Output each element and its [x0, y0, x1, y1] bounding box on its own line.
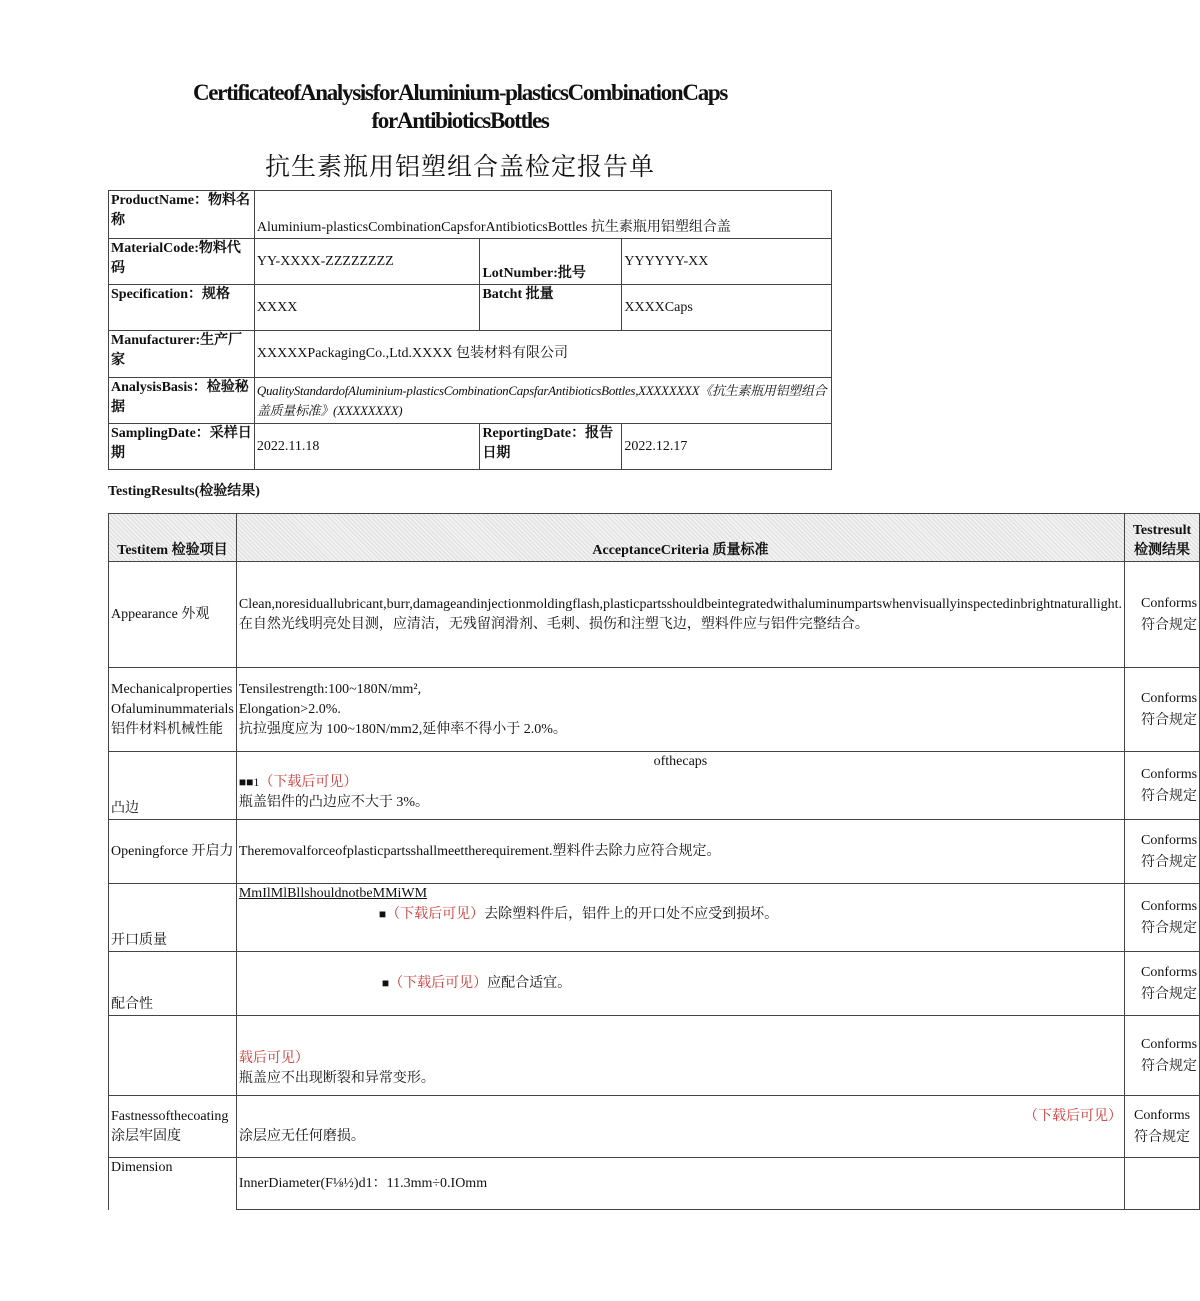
criteria-en: Tensilestrength:100~180N/mm², — [238, 681, 422, 697]
criteria-cn: 抗拉强度应为 100~180N/mm2,延伸率不得小于 2.0%。 — [238, 721, 567, 737]
results-table — [108, 513, 1200, 1210]
row-item: Openingforce 开启力 — [109, 820, 237, 884]
spec-label: Specification：规格 — [109, 285, 255, 331]
row-item: Appearance 外观 — [109, 562, 237, 668]
criteria-en: Theremovalforceofplasticpartsshallmeettherequirement.塑料件去除力应符合规定。 — [236, 820, 1124, 884]
criteria-cn: 瓶盖应不出现断裂和异常变形。 — [238, 1071, 435, 1086]
sampling-value: 2022.11.18 — [254, 424, 480, 470]
criteria-top: MmIlMlBllshouldnotbeMMiWM — [238, 886, 428, 901]
batch-label: Batcht 批量 — [480, 285, 622, 331]
criteria-en: InnerDiameter(F⅛½)d1：11.3mm÷0.IOmm — [236, 1158, 1124, 1210]
table-row — [109, 1016, 1200, 1096]
basis-label: AnalysisBasis：检验秘据 — [109, 378, 255, 424]
material-label: MaterialCode:物料代码 — [109, 239, 255, 285]
table-row — [109, 884, 1200, 952]
row-result: Conforms 符合规定 — [1125, 668, 1200, 752]
title-en-line2: forAntibioticsBottles — [371, 108, 549, 133]
header-criteria: AcceptanceCriteria 质量标准 — [236, 514, 1124, 562]
row-result: Conforms 符合规定 — [1125, 952, 1200, 1016]
criteria-cn: 在自然光线明亮处目测，应清洁，无残留润滑剂、毛刺、损伤和注塑飞边，塑料件应与铝件完整结合。 — [238, 616, 869, 632]
lot-label: LotNumber:批号 — [480, 239, 622, 285]
material-value: YY-XXXX-ZZZZZZZZ — [254, 239, 480, 285]
criteria-en: Clean,noresiduallubricant,burr,damageandinjectionmoldingflash,plasticpartsshouldbeintegratedwithaluminumpartswhenvisuallyinspectedinbrightnaturallight. — [238, 596, 1123, 612]
table-row — [109, 952, 1200, 1016]
criteria-hidden-note: 载后可见） — [238, 1051, 309, 1066]
criteria-en-2: Elongation>2.0%. — [238, 701, 341, 717]
table-row — [109, 668, 1200, 752]
criteria-cn: 去除塑料件后，铝件上的开口处不应受到损坏。 — [484, 907, 779, 922]
reporting-label: ReportingDate：报告日期 — [480, 424, 622, 470]
row-result: Conforms 符合规定 — [1125, 884, 1200, 952]
criteria-cn: 瓶盖铝件的凸边应不大于 3%。 — [238, 795, 430, 810]
row-item — [109, 1016, 237, 1096]
title-en-line1: CertificateofAnalysisforAluminium-plasticsCombinationCaps — [192, 80, 728, 105]
row-result: Conforms 符合规定 — [1125, 752, 1200, 820]
row-result: Conforms 符合规定 — [1125, 820, 1200, 884]
table-row — [109, 820, 1200, 884]
criteria-cn: 应配合适宜。 — [487, 976, 572, 991]
info-table — [108, 190, 832, 470]
lot-value: YYYYYY-XX — [622, 239, 832, 285]
reporting-value: 2022.12.17 — [622, 424, 832, 470]
row-item: Mechanicalproperties Ofaluminummaterials 铝件材料机械性能 — [109, 668, 237, 752]
table-row — [109, 562, 1200, 668]
table-row — [109, 1096, 1200, 1158]
sampling-label: SamplingDate：采样日期 — [109, 424, 255, 470]
criteria-hidden-note: （下载后可见） — [1024, 1108, 1123, 1124]
row-item: Fastnessofthecoating 涂层牢固度 — [109, 1096, 237, 1158]
criteria-top: ofthecaps — [653, 754, 708, 769]
table-row — [109, 752, 1200, 820]
criteria-hidden-note: （下载后可见） — [259, 775, 358, 790]
criteria-mark: ■■1 — [238, 775, 260, 789]
criteria-hidden-note: （下载后可见） — [386, 907, 485, 922]
table-row — [109, 1158, 1200, 1210]
row-result — [1125, 1158, 1200, 1210]
criteria-cn: 涂层应无任何磨损。 — [238, 1128, 365, 1144]
batch-value: XXXXCaps — [622, 285, 832, 331]
header-result: Testresult 检测结果 — [1125, 514, 1200, 562]
section-title: TestingResults(检验结果) — [108, 484, 260, 499]
row-result: Conforms 符合规定 — [1125, 1016, 1200, 1096]
product-value: Aluminium-plasticsCombinationCapsforAntibioticsBottles 抗生素瓶用铝塑组合盖 — [254, 191, 831, 239]
manufacturer-label: Manufacturer:生产厂家 — [109, 331, 255, 378]
title-cn: 抗生素瓶用铝塑组合盖检定报告单 — [264, 152, 655, 181]
row-item: Dimension — [109, 1158, 237, 1210]
spec-value: XXXX — [254, 285, 480, 331]
manufacturer-value: XXXXXPackagingCo.,Ltd.XXXX 包装材料有限公司 — [254, 331, 831, 378]
row-result: Conforms 符合规定 — [1125, 562, 1200, 668]
product-label: ProductName：物料名称 — [109, 191, 255, 239]
row-item: 开口质量 — [109, 884, 237, 952]
row-item: 配合性 — [109, 952, 237, 1016]
row-item: 凸边 — [109, 752, 237, 820]
criteria-hidden-note: （下载后可见） — [389, 976, 488, 991]
criteria-mark: ■ — [381, 976, 390, 990]
header-item: Testitem 检验项目 — [109, 514, 237, 562]
row-result: Conforms 符合规定 — [1125, 1096, 1200, 1158]
basis-value: QualityStandardofAluminium-plasticsCombinationCapsfarAntibioticsBottles,XXXXXXXX《抗生素瓶用铝塑组合盖质量标准》(XXXXXXXX) — [254, 378, 831, 424]
criteria-mark: ■ — [378, 907, 387, 921]
